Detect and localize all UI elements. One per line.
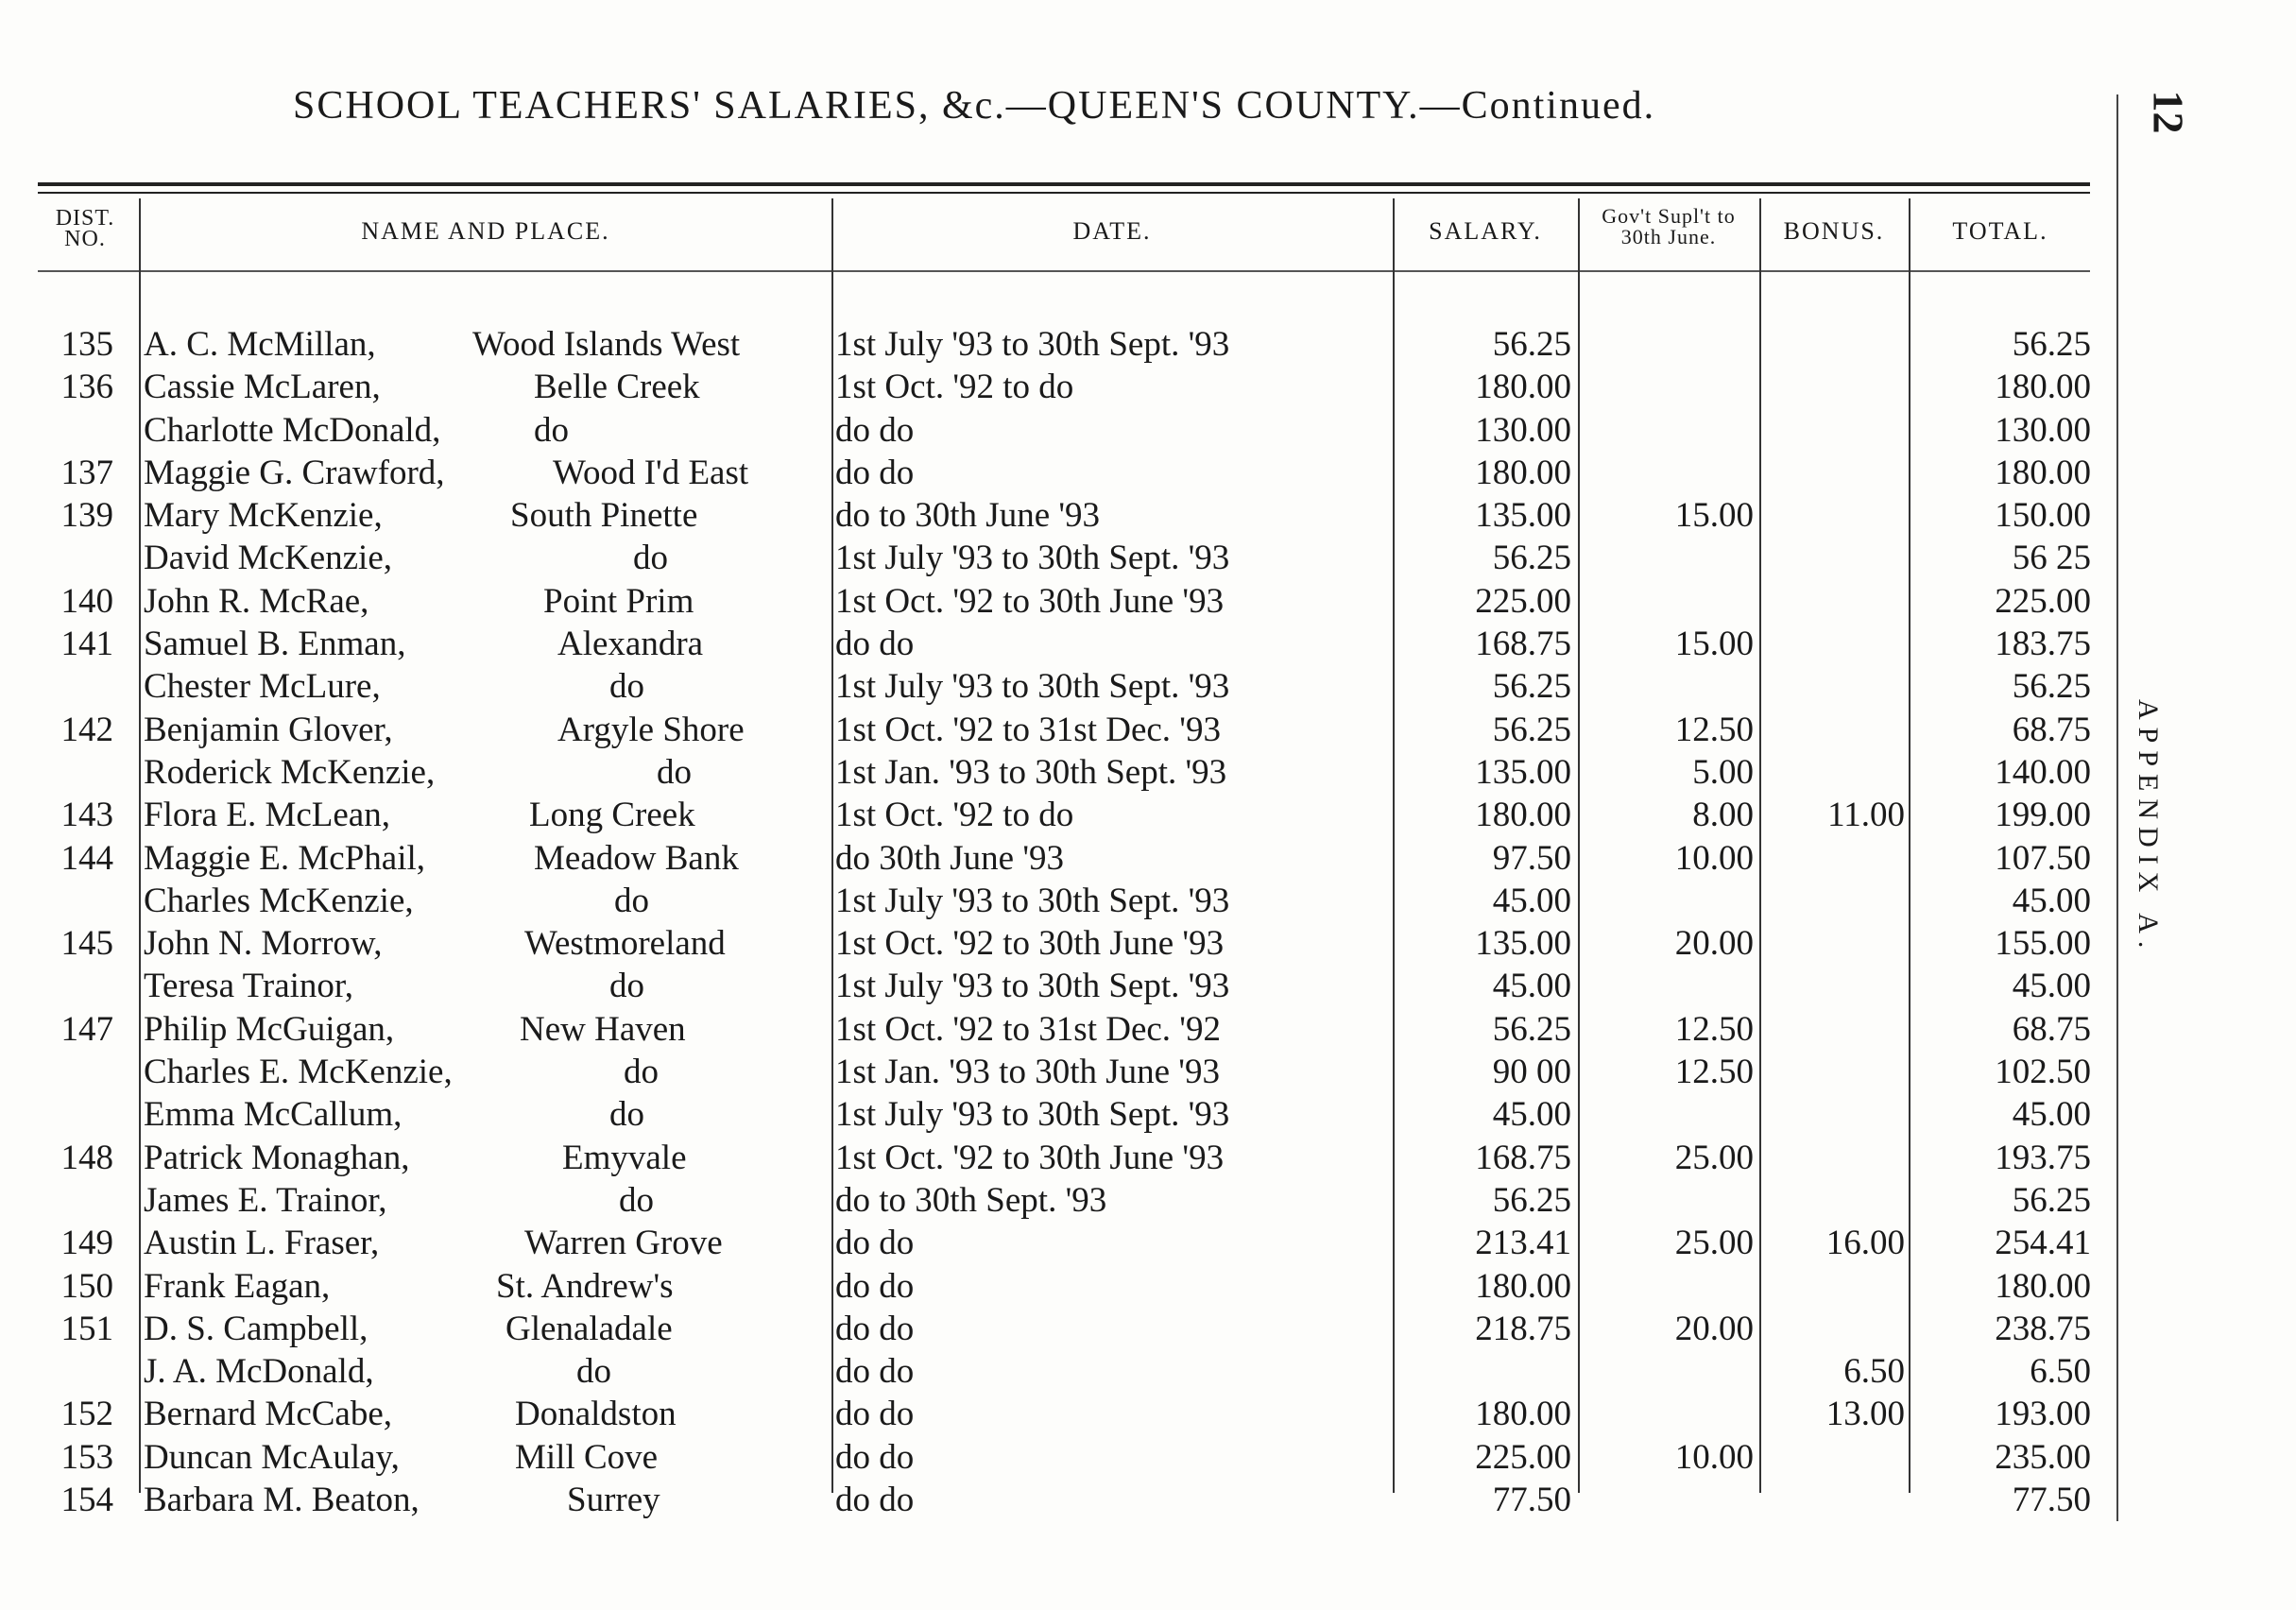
salary-cell: 97.50 <box>1492 838 1571 878</box>
table-row <box>0 1308 2126 1350</box>
table-row <box>0 665 2126 708</box>
total-cell: 68.75 <box>2012 710 2091 749</box>
supplement-cell: 12.50 <box>1674 1053 1754 1092</box>
salary-cell: 135.00 <box>1475 924 1571 964</box>
header-date: DATE. <box>1072 217 1152 245</box>
place-cell: do <box>534 410 569 450</box>
dist-no-cell: 135 <box>60 325 113 364</box>
place-cell: do <box>609 967 644 1006</box>
date-cell: 1st Oct. '92 to 30th June '93 <box>835 581 1225 621</box>
salary-cell: 56.25 <box>1492 1180 1571 1220</box>
supplement-cell: 20.00 <box>1674 924 1754 964</box>
teacher-name-cell: Philip McGuigan, <box>144 1009 395 1049</box>
table-row <box>0 537 2126 579</box>
table-row <box>0 494 2126 537</box>
header-total: TOTAL. <box>1952 217 2048 245</box>
date-cell: do 30th June '93 <box>835 838 1065 878</box>
date-cell: do do <box>835 453 915 492</box>
table-row <box>0 1222 2126 1264</box>
page-title: SCHOOL TEACHERS' SALARIES, &c.—QUEEN'S COUNTY.—Continued. <box>293 84 1656 128</box>
bonus-cell: 16.00 <box>1825 1224 1905 1263</box>
teacher-name-cell: Barbara M. Beaton, <box>144 1481 420 1520</box>
header-supplement: Gov't Supl't to 30th June. <box>1602 204 1736 248</box>
table-row <box>0 1436 2126 1479</box>
date-cell: do to 30th June '93 <box>835 496 1101 536</box>
total-cell: 155.00 <box>1995 924 2091 964</box>
date-cell: 1st Oct. '92 to 30th June '93 <box>835 924 1225 964</box>
place-cell: Mill Cove <box>515 1437 659 1477</box>
place-cell: South Pinette <box>510 496 698 536</box>
teacher-name-cell: Chester McLure, <box>144 667 381 707</box>
header-dist-no: DIST. NO. <box>55 206 115 251</box>
total-cell: 140.00 <box>1995 752 2091 792</box>
date-cell: do to 30th Sept. '93 <box>835 1180 1107 1220</box>
place-cell: Surrey <box>567 1481 660 1520</box>
dist-no-cell: 149 <box>60 1224 113 1263</box>
salary-cell: 180.00 <box>1475 1395 1571 1434</box>
table-row <box>0 922 2126 965</box>
dist-no-cell: 151 <box>60 1309 113 1348</box>
total-cell: 180.00 <box>1995 368 2091 407</box>
bonus-cell: 13.00 <box>1825 1395 1905 1434</box>
salary-cell: 56.25 <box>1492 539 1571 578</box>
salary-cell: 135.00 <box>1475 496 1571 536</box>
place-cell: Belle Creek <box>534 368 700 407</box>
place-cell: do <box>624 1053 659 1092</box>
dist-no-cell: 153 <box>60 1437 113 1477</box>
teacher-name-cell: Teresa Trainor, <box>144 967 353 1006</box>
salary-cell: 56.25 <box>1492 1009 1571 1049</box>
date-cell: 1st July '93 to 30th Sept. '93 <box>835 667 1230 707</box>
teacher-name-cell: Charlotte McDonald, <box>144 410 441 450</box>
table-row <box>0 409 2126 452</box>
salary-table-body <box>0 323 2126 1521</box>
place-cell: do <box>657 752 692 792</box>
teacher-name-cell: Bernard McCabe, <box>144 1395 393 1434</box>
bonus-cell: 6.50 <box>1843 1352 1905 1392</box>
date-cell: 1st Oct. '92 to do <box>835 368 1074 407</box>
place-cell: do <box>609 1095 644 1135</box>
teacher-name-cell: David McKenzie, <box>144 539 393 578</box>
total-cell: 6.50 <box>2030 1352 2091 1392</box>
salary-cell: 168.75 <box>1475 625 1571 664</box>
salary-cell: 56.25 <box>1492 710 1571 749</box>
teacher-name-cell: John N. Morrow, <box>144 924 383 964</box>
supplement-cell: 10.00 <box>1674 1437 1754 1477</box>
place-cell: do <box>619 1180 654 1220</box>
table-row <box>0 580 2126 623</box>
total-cell: 254.41 <box>1995 1224 2091 1263</box>
salary-cell: 180.00 <box>1475 453 1571 492</box>
table-row <box>0 1179 2126 1222</box>
dist-no-cell: 141 <box>60 625 113 664</box>
total-cell: 180.00 <box>1995 453 2091 492</box>
date-cell: 1st July '93 to 30th Sept. '93 <box>835 539 1230 578</box>
teacher-name-cell: Charles E. McKenzie, <box>144 1053 453 1092</box>
supplement-cell: 25.00 <box>1674 1138 1754 1177</box>
place-cell: St. Andrew's <box>496 1266 674 1306</box>
total-cell: 130.00 <box>1995 410 2091 450</box>
total-cell: 193.75 <box>1995 1138 2091 1177</box>
date-cell: do do <box>835 625 915 664</box>
dist-no-cell: 139 <box>60 496 113 536</box>
teacher-name-cell: Cassie McLaren, <box>144 368 381 407</box>
place-cell: Alexandra <box>557 625 704 664</box>
table-row <box>0 1051 2126 1093</box>
salary-cell: 56.25 <box>1492 667 1571 707</box>
salary-cell: 180.00 <box>1475 796 1571 835</box>
table-row <box>0 1350 2126 1393</box>
place-cell: Wood Islands West <box>472 325 741 364</box>
table-row <box>0 751 2126 794</box>
dist-no-cell: 154 <box>60 1481 113 1520</box>
place-cell: Warren Grove <box>524 1224 723 1263</box>
place-cell: Long Creek <box>529 796 695 835</box>
salary-cell: 135.00 <box>1475 752 1571 792</box>
salary-cell: 213.41 <box>1475 1224 1571 1263</box>
teacher-name-cell: J. A. McDonald, <box>144 1352 374 1392</box>
place-cell: Argyle Shore <box>557 710 745 749</box>
teacher-name-cell: Patrick Monaghan, <box>144 1138 410 1177</box>
date-cell: do do <box>835 1437 915 1477</box>
dist-no-cell: 145 <box>60 924 113 964</box>
place-cell: do <box>576 1352 611 1392</box>
salary-cell: 180.00 <box>1475 368 1571 407</box>
dist-no-cell: 144 <box>60 838 113 878</box>
date-cell: do do <box>835 1224 915 1263</box>
place-cell: do <box>609 667 644 707</box>
total-cell: 45.00 <box>2012 967 2091 1006</box>
dist-no-cell: 140 <box>60 581 113 621</box>
bonus-cell: 11.00 <box>1827 796 1905 835</box>
salary-cell: 218.75 <box>1475 1309 1571 1348</box>
place-cell: Meadow Bank <box>534 838 739 878</box>
table-row <box>0 880 2126 922</box>
total-cell: 68.75 <box>2012 1009 2091 1049</box>
table-row <box>0 837 2126 880</box>
salary-cell: 225.00 <box>1475 1437 1571 1477</box>
salary-cell: 77.50 <box>1492 1481 1571 1520</box>
table-row <box>0 323 2126 366</box>
date-cell: do do <box>835 410 915 450</box>
dist-no-cell: 148 <box>60 1138 113 1177</box>
table-row <box>0 709 2126 751</box>
table-row <box>0 794 2126 836</box>
date-cell: 1st Oct. '92 to 30th June '93 <box>835 1138 1225 1177</box>
dist-no-cell: 136 <box>60 368 113 407</box>
table-row <box>0 1393 2126 1435</box>
teacher-name-cell: A. C. McMillan, <box>144 325 376 364</box>
teacher-name-cell: James E. Trainor, <box>144 1180 387 1220</box>
table-row <box>0 452 2126 494</box>
table-row <box>0 1008 2126 1051</box>
salary-cell: 45.00 <box>1492 881 1571 920</box>
total-cell: 56.25 <box>2012 667 2091 707</box>
date-cell: 1st July '93 to 30th Sept. '93 <box>835 967 1230 1006</box>
total-cell: 150.00 <box>1995 496 2091 536</box>
place-cell: Wood I'd East <box>553 453 749 492</box>
place-cell: do <box>633 539 668 578</box>
teacher-name-cell: D. S. Campbell, <box>144 1309 368 1348</box>
date-cell: do do <box>835 1395 915 1434</box>
dist-no-cell: 137 <box>60 453 113 492</box>
supplement-cell: 15.00 <box>1674 496 1754 536</box>
total-cell: 56.25 <box>2012 1180 2091 1220</box>
salary-cell: 45.00 <box>1492 1095 1571 1135</box>
teacher-name-cell: Flora E. McLean, <box>144 796 390 835</box>
teacher-name-cell: Austin L. Fraser, <box>144 1224 380 1263</box>
total-cell: 193.00 <box>1995 1395 2091 1434</box>
top-rule-thin <box>38 192 2090 194</box>
table-row <box>0 1265 2126 1308</box>
date-cell: 1st Oct. '92 to do <box>835 796 1074 835</box>
total-cell: 56.25 <box>2012 325 2091 364</box>
top-rule <box>38 182 2090 186</box>
teacher-name-cell: Maggie G. Crawford, <box>144 453 445 492</box>
total-cell: 102.50 <box>1995 1053 2091 1092</box>
salary-cell: 90 00 <box>1492 1053 1571 1092</box>
date-cell: 1st Jan. '93 to 30th June '93 <box>835 1053 1220 1092</box>
total-cell: 199.00 <box>1995 796 2091 835</box>
place-cell: Westmoreland <box>524 924 726 964</box>
place-cell: Glenaladale <box>505 1309 673 1348</box>
date-cell: do do <box>835 1266 915 1306</box>
date-cell: 1st July '93 to 30th Sept. '93 <box>835 881 1230 920</box>
table-row <box>0 1479 2126 1521</box>
teacher-name-cell: Frank Eagan, <box>144 1266 331 1306</box>
total-cell: 235.00 <box>1995 1437 2091 1477</box>
date-cell: 1st July '93 to 30th Sept. '93 <box>835 1095 1230 1135</box>
teacher-name-cell: John R. McRae, <box>144 581 369 621</box>
header-bonus: BONUS. <box>1783 217 1885 245</box>
table-row <box>0 965 2126 1007</box>
supplement-cell: 10.00 <box>1674 838 1754 878</box>
teacher-name-cell: Mary McKenzie, <box>144 496 383 536</box>
header-bottom-rule <box>38 270 2090 272</box>
date-cell: 1st July '93 to 30th Sept. '93 <box>835 325 1230 364</box>
table-row <box>0 623 2126 665</box>
total-cell: 45.00 <box>2012 881 2091 920</box>
place-cell: Donaldston <box>515 1395 677 1434</box>
total-cell: 107.50 <box>1995 838 2091 878</box>
total-cell: 183.75 <box>1995 625 2091 664</box>
place-cell: Emyvale <box>562 1138 687 1177</box>
supplement-cell: 8.00 <box>1692 796 1754 835</box>
total-cell: 56 25 <box>2012 539 2091 578</box>
teacher-name-cell: Charles McKenzie, <box>144 881 414 920</box>
salary-cell: 168.75 <box>1475 1138 1571 1177</box>
supplement-cell: 5.00 <box>1692 752 1754 792</box>
date-cell: do do <box>835 1309 915 1348</box>
supplement-cell: 15.00 <box>1674 625 1754 664</box>
teacher-name-cell: Samuel B. Enman, <box>144 625 406 664</box>
total-cell: 238.75 <box>1995 1309 2091 1348</box>
total-cell: 225.00 <box>1995 581 2091 621</box>
place-cell: do <box>614 881 649 920</box>
salary-cell: 56.25 <box>1492 325 1571 364</box>
teacher-name-cell: Roderick McKenzie, <box>144 752 436 792</box>
salary-cell: 45.00 <box>1492 967 1571 1006</box>
dist-no-cell: 150 <box>60 1266 113 1306</box>
salary-cell: 180.00 <box>1475 1266 1571 1306</box>
place-cell: New Haven <box>520 1009 686 1049</box>
dist-no-cell: 152 <box>60 1395 113 1434</box>
supplement-cell: 12.50 <box>1674 1009 1754 1049</box>
dist-no-cell: 142 <box>60 710 113 749</box>
salary-cell: 225.00 <box>1475 581 1571 621</box>
place-cell: Point Prim <box>543 581 694 621</box>
supplement-cell: 25.00 <box>1674 1224 1754 1263</box>
teacher-name-cell: Duncan McAulay, <box>144 1437 400 1477</box>
dist-no-cell: 147 <box>60 1009 113 1049</box>
header-name-place: NAME AND PLACE. <box>361 217 610 245</box>
teacher-name-cell: Benjamin Glover, <box>144 710 393 749</box>
salary-cell: 130.00 <box>1475 410 1571 450</box>
table-row <box>0 366 2126 408</box>
header-salary: SALARY. <box>1429 217 1542 245</box>
date-cell: 1st Oct. '92 to 31st Dec. '92 <box>835 1009 1221 1049</box>
page-number: 12 <box>2144 90 2193 134</box>
dist-no-cell: 143 <box>60 796 113 835</box>
supplement-cell: 12.50 <box>1674 710 1754 749</box>
date-cell: 1st Oct. '92 to 31st Dec. '93 <box>835 710 1221 749</box>
table-row <box>0 1137 2126 1179</box>
teacher-name-cell: Maggie E. McPhail, <box>144 838 426 878</box>
date-cell: 1st Jan. '93 to 30th Sept. '93 <box>835 752 1227 792</box>
table-row <box>0 1093 2126 1136</box>
total-cell: 77.50 <box>2012 1481 2091 1520</box>
date-cell: do do <box>835 1352 915 1392</box>
supplement-cell: 20.00 <box>1674 1309 1754 1348</box>
teacher-name-cell: Emma McCallum, <box>144 1095 403 1135</box>
appendix-label: APPENDIX A. <box>2133 699 2164 956</box>
total-cell: 45.00 <box>2012 1095 2091 1135</box>
total-cell: 180.00 <box>1995 1266 2091 1306</box>
date-cell: do do <box>835 1481 915 1520</box>
